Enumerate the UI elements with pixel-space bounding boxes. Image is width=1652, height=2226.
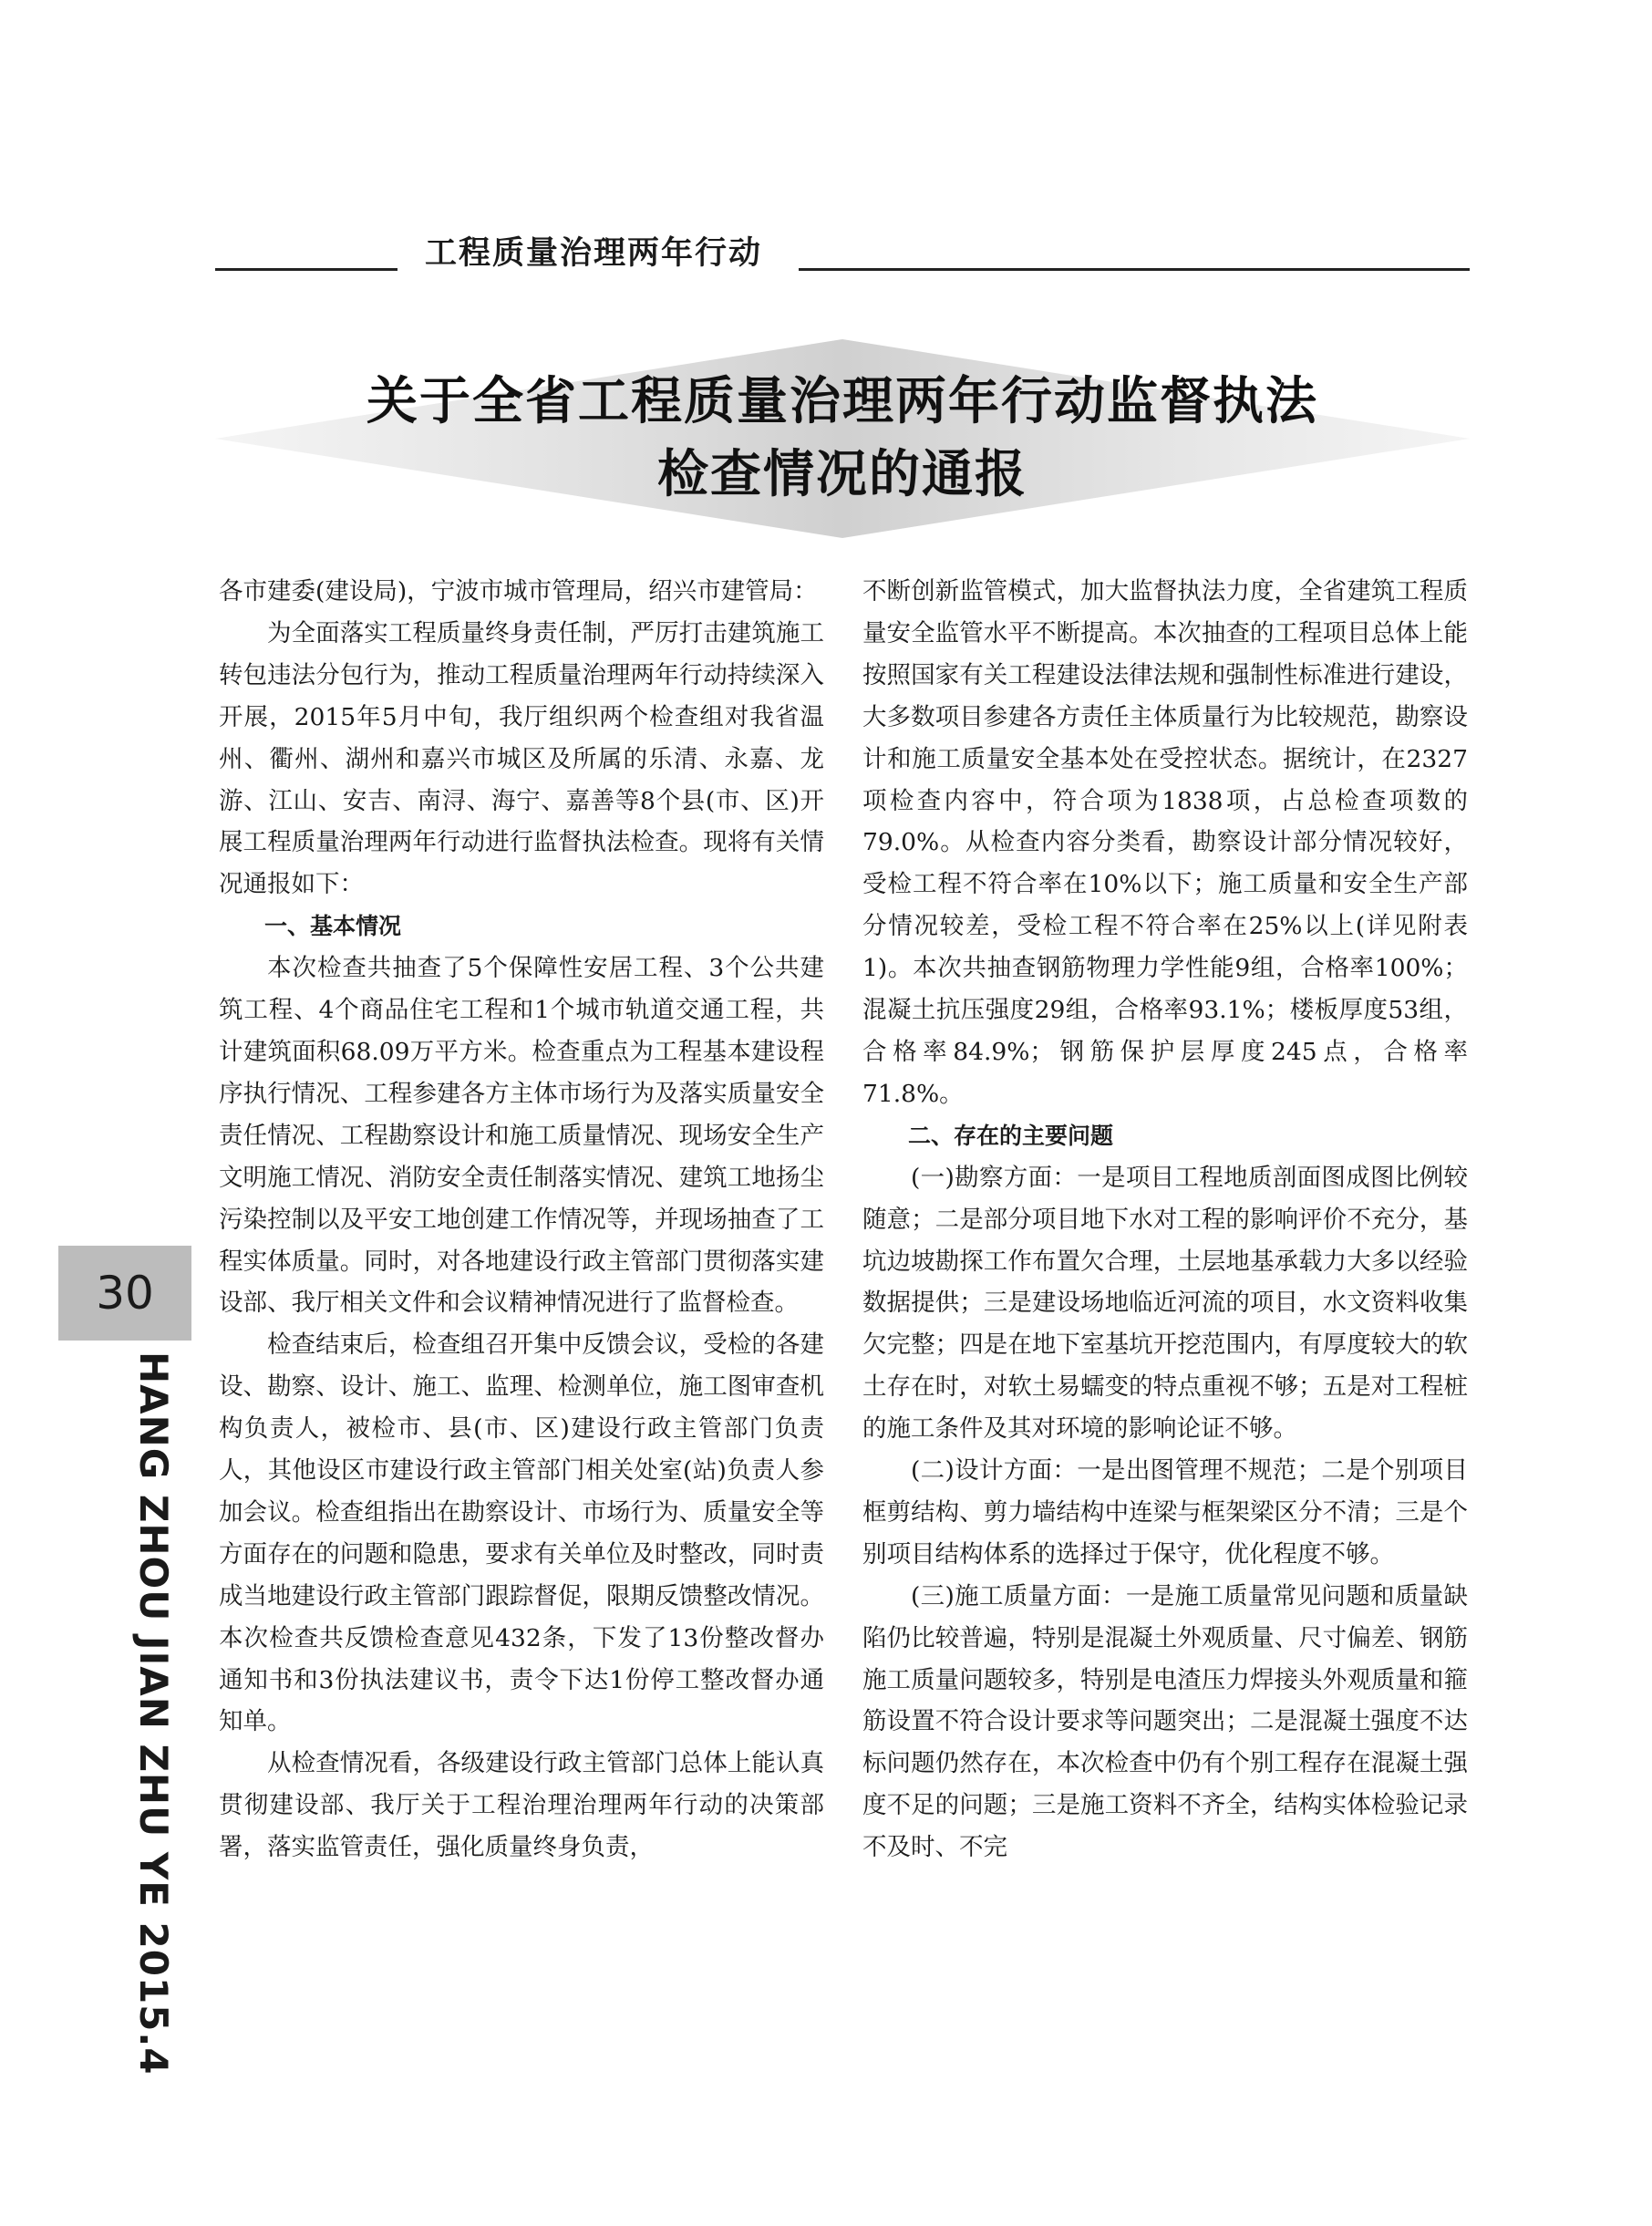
section-heading-problems: 二、存在的主要问题 bbox=[908, 1122, 1114, 1149]
article-title bbox=[215, 365, 1470, 511]
page-number: 30 bbox=[58, 1246, 191, 1341]
title-band bbox=[215, 339, 1470, 538]
header-rule-right bbox=[799, 268, 1470, 271]
construction-problems-paragraph: (三)施工质量方面：一是施工质量常见问题和质量缺陷仍比较普遍，特别是混凝土外观质量、尺寸偏差、钢筋施工质量问题较多，特别是电渣压力焊接头外观质量和箍筋设置不符合设计要求等问题突出；二是混凝土强度不达标问题仍然存在，本次检查中仍有个别工程存在混凝土强度不足的问题；三是施工资料不齐全，结构实体检验记录不及时、不完 bbox=[862, 1581, 1468, 1862]
section-heading-basic: 一、基本情况 bbox=[264, 913, 402, 940]
header-rule-left bbox=[215, 268, 398, 271]
section-header bbox=[215, 226, 1470, 281]
title-line-2: 检查情况的通报 bbox=[657, 444, 1027, 504]
survey-problems-paragraph: (一)勘察方面：一是项目工程地质剖面图成图比例较随意；二是部分项目地下水对工程的影响评价不充分，基坑边坡勘探工作布置欠合理，土层地基承载力大多以经验数据提供；三是建设场地临近河流的项目，水文资料收集欠完整；四是在地下室基坑开挖范围内，有厚度较大的软土存在时，对软土易蠕变的特点重视不够；五是对工程桩的施工条件及其对环境的影响论证不够。 bbox=[862, 1163, 1468, 1444]
overview-paragraph: 从检查情况看，各级建设行政主管部门总体上能认真贯彻建设部、我厅关于工程治理治理两年行动的决策部署，落实监管责任，强化质量终身负责， bbox=[219, 1749, 824, 1862]
salutation: 各市建委(建设局)，宁波市城市管理局，绍兴市建管局： bbox=[219, 577, 818, 606]
feedback-paragraph: 检查结束后，检查组召开集中反馈会议，受检的各建设、勘察、设计、施工、监理、检测单位，施工图审查机构负责人，被检市、县(市、区)建设行政主管部门负责人，其他设区市建设行政主管部门相关处室(站)负责人参加会议。检查组指出在勘察设计、市场行为、质量安全等方面存在的问题和隐患，要求有关单位及时整改，同时责成当地建设行政主管部门跟踪督促，限期反馈整改情况。本次检查共反馈检查意见432条，下发了13份整改督办通知书和3份执法建议书，责令下达1份停工整改督办通知单。 bbox=[219, 1330, 824, 1736]
section-header-label: 工程质量治理两年行动 bbox=[425, 235, 763, 272]
statistics-paragraph: 不断创新监管模式，加大监督执法力度，全省建筑工程质量安全监管水平不断提高。本次抽查的工程项目总体上能按照国家有关工程建设法律法规和强制性标准进行建设，大多数项目参建各方责任主体质量行为比较规范，勘察设计和施工质量安全基本处在受控状态。据统计，在2327项检查内容中，符合项为1838项，占总检查项数的79.0%。从检查内容分类看，勘察设计部分情况较好，受检工程不符合率在10%以下；施工质量和安全生产部分情况较差，受检工程不符合率在25%以上(详见附表1)。本次共抽查钢筋物理力学性能9组，合格率100%；混凝土抗压强度29组，合格率93.1%；楼板厚度53组，合格率84.9%；钢筋保护层厚度245点，合格率71.8%。 bbox=[862, 577, 1468, 1108]
right-column bbox=[862, 571, 1468, 1869]
left-column bbox=[219, 571, 824, 1869]
title-line-1: 关于全省工程质量治理两年行动监督执法 bbox=[367, 371, 1318, 431]
running-title: HANG ZHOU JIAN ZHU YE 2015.4 bbox=[131, 1351, 176, 2076]
basic-situation-paragraph: 本次检查共抽查了5个保障性安居工程、3个公共建筑工程、4个商品住宅工程和1个城市轨道交通工程，共计建筑面积68.09万平方米。检查重点为工程基本建设程序执行情况、工程参建各方主体市场行为及落实质量安全责任情况、工程勘察设计和施工质量情况、现场安全生产文明施工情况、消防安全责任制落实情况、建筑工地扬尘污染控制以及平安工地创建工作情况等，并现场抽查了工程实体质量。同时，对各地建设行政主管部门贯彻落实建设部、我厅相关文件和会议精神情况进行了监督检查。 bbox=[219, 954, 824, 1318]
design-problems-paragraph: (二)设计方面：一是出图管理不规范；二是个别项目框剪结构、剪力墙结构中连梁与框架梁区分不清；三是个别项目结构体系的选择过于保守，优化程度不够。 bbox=[862, 1456, 1468, 1569]
intro-paragraph: 为全面落实工程质量终身责任制，严厉打击建筑施工转包违法分包行为，推动工程质量治理两年行动持续深入开展，2015年5月中旬，我厅组织两个检查组对我省温州、衢州、湖州和嘉兴市城区及所属的乐清、永嘉、龙游、江山、安吉、南浔、海宁、嘉善等8个县(市、区)开展工程质量治理两年行动进行监督执法检查。现将有关情况通报如下： bbox=[219, 618, 824, 899]
